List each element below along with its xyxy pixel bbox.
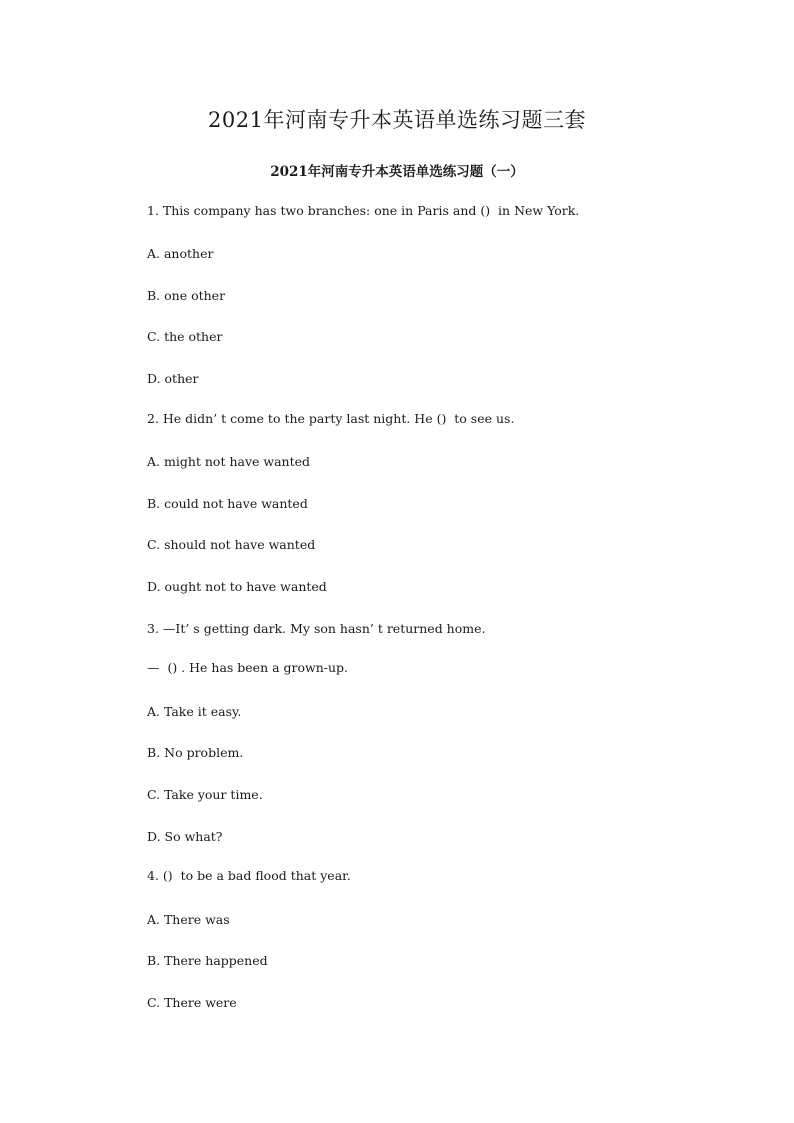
question-3-reply: — () . He has been a grown-up. [147, 660, 349, 675]
question-3-stem: 3. —It’ s getting dark. My son hasn’ t returned home. [147, 621, 486, 636]
question-3-option-c: C. Take your time. [147, 787, 263, 802]
section-title: 2021年河南专升本英语单选练习题（一） [270, 164, 524, 180]
question-2-option-a: A. might not have wanted [147, 454, 311, 469]
question-3-option-d: D. So what? [147, 829, 223, 844]
question-2-option-b: B. could not have wanted [147, 496, 308, 511]
question-4-option-b: B. There happened [147, 953, 268, 968]
question-4-option-a: A. There was [147, 912, 230, 927]
question-2-option-d: D. ought not to have wanted [147, 579, 327, 594]
question-2-stem: 2. He didn’ t come to the party last night. He () to see us. [147, 411, 515, 426]
question-1-option-c: C. the other [147, 329, 223, 344]
document-title: 2021年河南专升本英语单选练习题三套 [208, 108, 586, 132]
question-1-option-b: B. one other [147, 288, 226, 303]
question-1-option-a: A. another [147, 246, 214, 261]
question-1-option-d: D. other [147, 371, 199, 386]
question-3-option-b: B. No problem. [147, 745, 244, 760]
question-1-stem: 1. This company has two branches: one in Paris and () in New York. [147, 203, 580, 218]
question-2-option-c: C. should not have wanted [147, 537, 316, 552]
question-4-stem: 4. () to be a bad flood that year. [147, 868, 351, 883]
question-4-option-c: C. There were [147, 995, 237, 1010]
question-3-option-a: A. Take it easy. [147, 704, 242, 719]
